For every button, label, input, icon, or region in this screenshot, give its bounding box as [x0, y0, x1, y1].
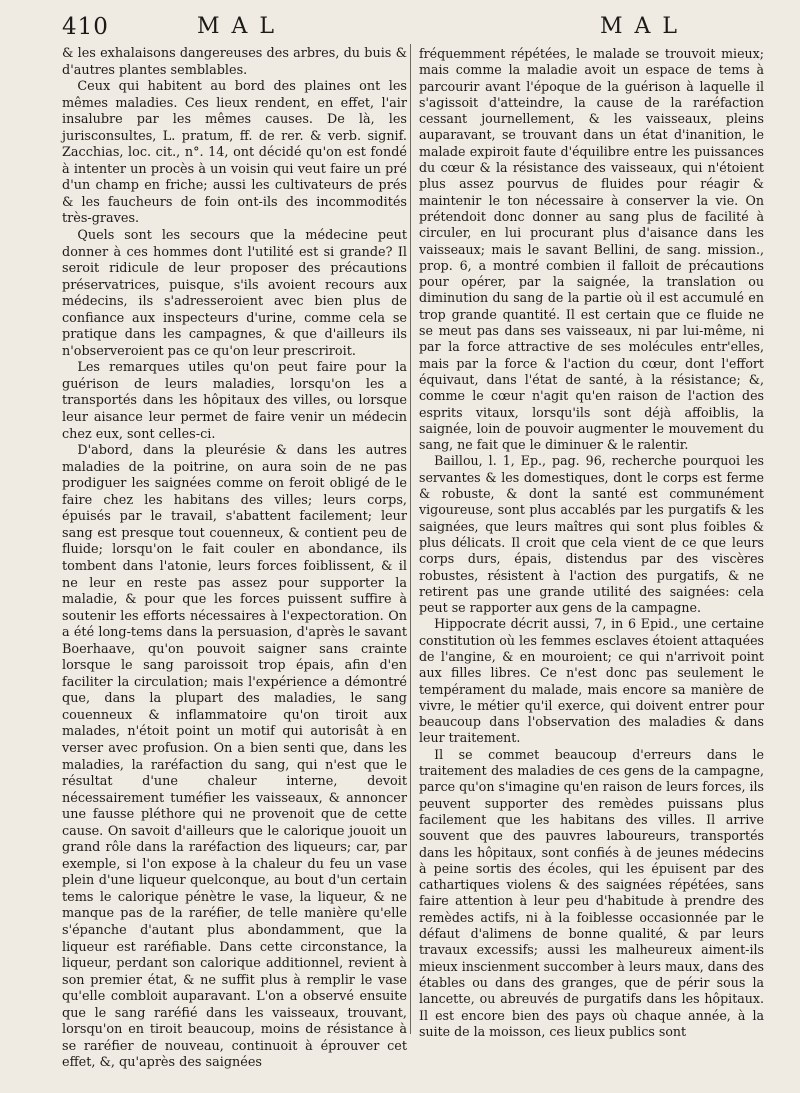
- column-divider: [410, 44, 411, 1034]
- right-column: [419, 46, 764, 1040]
- paragraph: Les remarques utiles qu'on peut faire pour la guérison de leurs maladies, lorsqu'on les a transportés dans les hôpitaux des villes, ou lorsque leur aisance leur permet de faire venir un médecin chez eux, sont celles-ci.: [62, 360, 407, 442]
- paragraph: D'abord, dans la pleurésie & dans les autres maladies de la poitrine, on aura soin de ne pas prodiguer les saignées comme on feroit obligé de le faire chez les habitans des villes; leurs corps, épuisés par le travail, s'abattent facilement; leur sang est presque tout couenneux, & contient peu de fluide; lorsqu'on le fait couler en abondance, ils tombent dans l'atonie, leurs forces foiblissent, & il ne leur en reste pas assez pour supporter la maladie, & pour que les forces puissent suffire à soutenir les efforts nécessaires à l'expectoration. On a été long-tems dans la persuasion, d'après le savant Boerhaave, qu'on pouvoit saigner sans crainte lorsque le sang paroissoit trop épais, afin d'en faciliter la circulation; mais l'expérience a démontré que, dans la plupart des maladies, le sang couenneux & inflammatoire qu'on tiroit aux malades, n'étoit point un motif qui autorisât à en verser avec profusion. On a bien senti que, dans les maladies, la raréfaction du sang, qui n'est que le résultat d'une chaleur interne, devoit nécessairement tuméfier les vaisseaux, & annoncer une fausse pléthore qui ne provenoit que de cette cause. On savoit d'ailleurs que le calorique jouoit un grand rôle dans la raréfaction des liqueurs; car, par exemple, si l'on expose à la chaleur du feu un vase plein d'une liqueur quelconque, au bout d'un certain tems le calorique pénètre le vase, la liqueur, & ne manque pas de la raréfier, de telle manière qu'elle s'épanche d'autant plus abondamment, que la liqueur est raréfiable. Dans cette circonstance, la liqueur, perdant son calorique additionnel, revient à son premier état, & ne suffit plus à remplir le vase qu'elle combloit auparavant. L'on a observé ensuite que le sang raréfié dans les vaisseaux, trouvant, lorsqu'on en tiroit beaucoup, moins de résistance à se raréfier de nouveau, continuoit à éprouver cet effet, &, qu'après des saignées: [62, 443, 407, 1071]
- left-running-head: MAL: [197, 14, 287, 39]
- paragraph: Hippocrate décrit aussi, 7, in 6 Epid., une certaine constitution où les femmes esclaves étoient attaquées de l'angine, & en mouroient; ce qui n'arrivoit point aux filles libres. Ce n'est donc pas seulement le tempérament du malade, mais encore sa manière de vivre, le métier qu'il exerce, qui doivent entrer pour beaucoup dans l'observation des maladies & dans leur traitement.: [419, 616, 764, 746]
- paragraph: fréquemment répétées, le malade se trouvoit mieux; mais comme la maladie avoit un espace de tems à parcourir avant l'époque de la guérison à laquelle il s'agissoit d'atteindre, la cause de la raréfaction cessant journellement, & les vaisseaux, pleins auparavant, se trouvant dans un état d'inanition, le malade expiroit faute d'équilibre entre les puissances du cœur & la résistance des vaisseaux, qui n'étoient plus assez pourvus de fluides pour réagir & maintenir le ton nécessaire à conserver la vie. On prétendoit donc donner au sang plus de facilité à circuler, en lui procurant plus d'aisance dans les vaisseaux; mais le savant Bellini, de sang. mission., prop. 6, a montré combien il falloit de précautions pour opérer, par la saignée, la translation ou diminution du sang de la partie où il est accumulé en trop grande quantité. Il est certain que ce fluide ne se meut pas dans ses vaisseaux, ni par lui-même, ni par la force attractive de ses molécules entr'elles, mais par la force & l'action du cœur, dont l'effort équivaut, dans l'état de santé, à la résistance; &, comme le cœur n'agit qu'en raison de l'action des esprits vitaux, lorsqu'ils sont déjà affoiblis, la saignée, loin de pouvoir augmenter le mouvement du sang, ne fait que le diminuer & le ralentir.: [419, 46, 764, 453]
- page-header: [62, 12, 748, 46]
- paragraph: Baillou, l. 1, Ep., pag. 96, recherche pourquoi les servantes & les domestiques, dont le corps est ferme & robuste, & dont la santé est communément vigoureuse, sont plus accablés par les purgatifs & les saignées, que leurs maîtres qui sont plus foibles & plus délicats. Il croit que cela vient de ce que leurs corps durs, épais, distendus par des viscères robustes, résistent à l'action des purgatifs, & ne retirent pas une grande utilité des saignées: cela peut se rapporter aux gens de la campagne.: [419, 453, 764, 616]
- right-running-head: MAL: [600, 14, 690, 39]
- paragraph: Quels sont les secours que la médecine peut donner à ces hommes dont l'utilité est si grande? Il seroit ridicule de leur proposer des précautions préservatrices, puisque, s'ils avoient recours aux médecins, ils s'adresseroient avec bien plus de confiance aux inspecteurs d'urine, comme cela se pratique dans les campagnes, & que d'ailleurs ils n'observeroient pas ce qu'on leur prescriroit.: [62, 228, 407, 359]
- left-column: [62, 46, 407, 1072]
- page-number: 410: [62, 14, 109, 40]
- paragraph: Ceux qui habitent au bord des plaines ont les mêmes maladies. Ces lieux rendent, en effet, l'air insalubre par les mêmes causes. De là, les jurisconsultes, L. pratum, ff. de rer. & verb. signif. Zacchias, loc. cit., n°. 14, ont décidé qu'on est fondé à intenter un procès à un voisin qui veut faire un pré d'un champ en friche; aussi les cultivateurs de prés & les faucheurs de foin ont-ils des incommodités très-graves.: [62, 79, 407, 227]
- paragraph: & les exhalaisons dangereuses des arbres, du buis & d'autres plantes semblables.: [62, 46, 407, 78]
- paragraph: Il se commet beaucoup d'erreurs dans le traitement des maladies de ces gens de la campagne, parce qu'on s'imagine qu'en raison de leurs forces, ils peuvent supporter des remèdes puissans plus facilement que les habitans des villes. Il arrive souvent que des pauvres laboureurs, transportés dans les hôpitaux, sont confiés à de jeunes médecins à peine sortis des écoles, qui les épuisent par des cathartiques violens & des saignées répétées, sans faire attention à leur peu d'habitude à prendre des remèdes actifs, ni à la foiblesse occasionnée par le défaut d'alimens de bonne qualité, & par leurs travaux excessifs; aussi les malheureux aiment-ils mieux inscienment succomber à leurs maux, dans des étables ou dans des granges, que de périr sous la lancette, ou abreuvés de purgatifs dans les hôpitaux. Il est encore bien des pays où chaque année, à la suite de la moisson, ces lieux publics sont: [419, 746, 764, 1039]
